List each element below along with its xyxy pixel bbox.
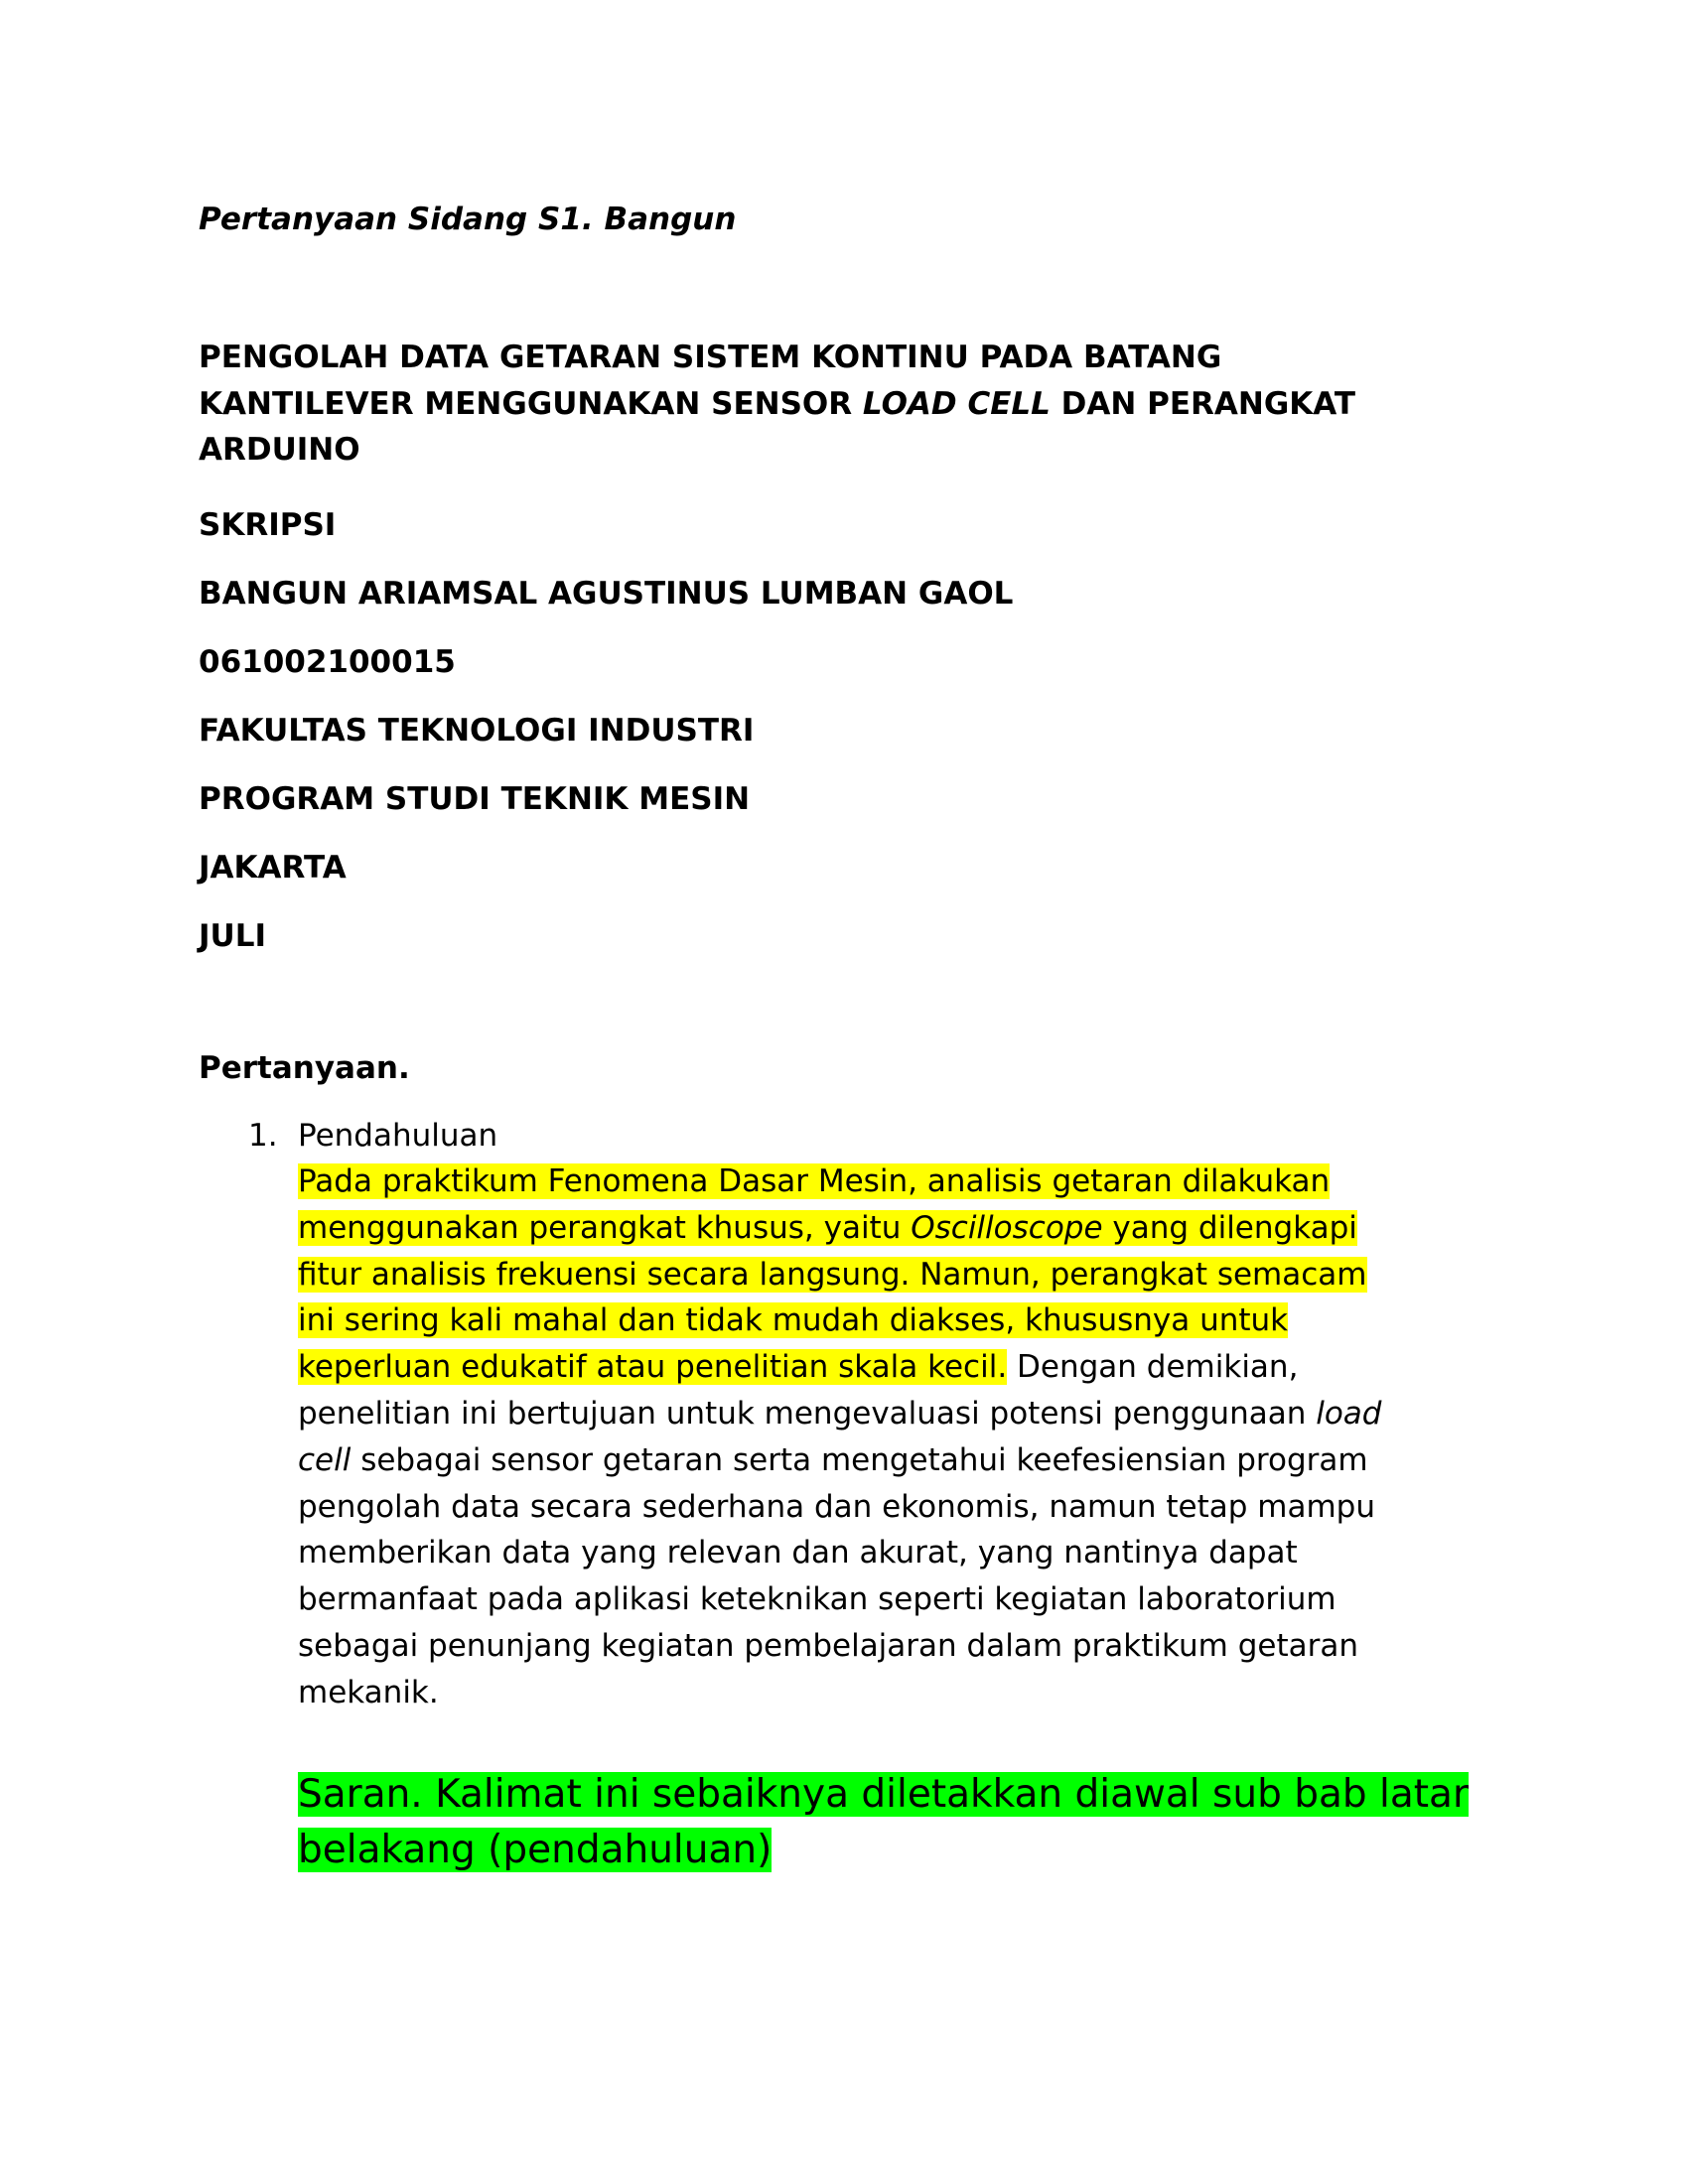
paragraph-line: memberikan data yang relevan dan akurat, yang nantinya dapat xyxy=(298,1535,1298,1571)
plain-text: penelitian ini bertujuan untuk mengevaluasi potensi penggunaan xyxy=(298,1395,1317,1432)
yellow-highlight: ini sering kali mahal dan tidak mudah diakses, khususnya untuk xyxy=(298,1302,1289,1339)
question-paragraph xyxy=(298,1159,1489,1716)
paragraph-line xyxy=(298,1437,1489,1484)
green-highlight: belakang (pendahuluan) xyxy=(298,1828,773,1872)
green-highlight: Saran. Kalimat ini sebaiknya diletakkan diawal sub bab latar xyxy=(298,1772,1469,1817)
yellow-highlight: fitur analisis frekuensi secara langsung. Namun, perangkat semacam xyxy=(298,1256,1367,1293)
title-line-2-prefix: KANTILEVER MENGGUNAKAN SENSOR xyxy=(199,385,863,422)
study-program: PROGRAM STUDI TEKNIK MESIN xyxy=(199,781,751,817)
oscilloscope-italic: Oscilloscope xyxy=(911,1209,1103,1246)
paragraph-line xyxy=(298,1344,1489,1391)
paragraph-line: bermanfaat pada aplikasi keteknikan seperti kegiatan laboratorium xyxy=(298,1581,1336,1618)
paragraph-line: sebagai penunjang kegiatan pembelajaran dalam praktikum getaran xyxy=(298,1627,1359,1664)
document-type: SKRIPSI xyxy=(199,507,337,543)
highlight-text: menggunakan perangkat khusus, yaitu xyxy=(298,1209,912,1246)
cell-italic: cell xyxy=(298,1441,352,1478)
reviewer-suggestion-note xyxy=(298,1767,1539,1878)
title-line-2-suffix: DAN PERANGKAT xyxy=(1050,385,1356,422)
paragraph-line xyxy=(298,1252,1489,1298)
month: JULI xyxy=(199,918,266,954)
title-load-cell-italic: LOAD CELL xyxy=(862,385,1051,422)
thesis-title-line-3: ARDUINO xyxy=(199,432,360,468)
paragraph-line xyxy=(298,1297,1489,1344)
thesis-title-line-1: PENGOLAH DATA GETARAN SISTEM KONTINU PADA BATANG xyxy=(199,340,1222,375)
yellow-highlight: keperluan edukatif atau penelitian skala kecil. xyxy=(298,1349,1008,1386)
yellow-highlight: Pada praktikum Fenomena Dasar Mesin, analisis getaran dilakukan xyxy=(298,1163,1331,1199)
questions-heading: Pertanyaan. xyxy=(199,1050,410,1086)
list-item-number: 1. xyxy=(248,1118,278,1154)
paragraph-line: mekanik. xyxy=(298,1674,439,1710)
thesis-title xyxy=(199,335,1489,474)
note-line xyxy=(298,1823,1539,1878)
city: JAKARTA xyxy=(199,850,347,886)
faculty-name: FAKULTAS TEKNOLOGI INDUSTRI xyxy=(199,713,755,749)
paragraph-line xyxy=(298,1391,1489,1437)
thesis-title-line-2 xyxy=(199,381,1489,428)
paragraph-line xyxy=(298,1205,1489,1252)
author-name: BANGUN ARIAMSAL AGUSTINUS LUMBAN GAOL xyxy=(199,576,1014,612)
paragraph-line: pengolah data secara sederhana dan ekonomis, namun tetap mampu xyxy=(298,1488,1375,1525)
plain-text: Dengan demikian, xyxy=(1007,1349,1299,1386)
highlight-text: yang dilengkapi xyxy=(1102,1209,1357,1246)
student-id: 061002100015 xyxy=(199,644,456,680)
document-header: Pertanyaan Sidang S1. Bangun xyxy=(199,202,737,237)
load-italic: load xyxy=(1316,1395,1382,1432)
plain-text: sebagai sensor getaran serta mengetahui keefesiensian program xyxy=(351,1441,1368,1478)
list-item-title: Pendahuluan xyxy=(298,1118,498,1154)
note-line xyxy=(298,1767,1539,1823)
paragraph-line xyxy=(298,1159,1489,1205)
yellow-highlight xyxy=(298,1210,1357,1246)
